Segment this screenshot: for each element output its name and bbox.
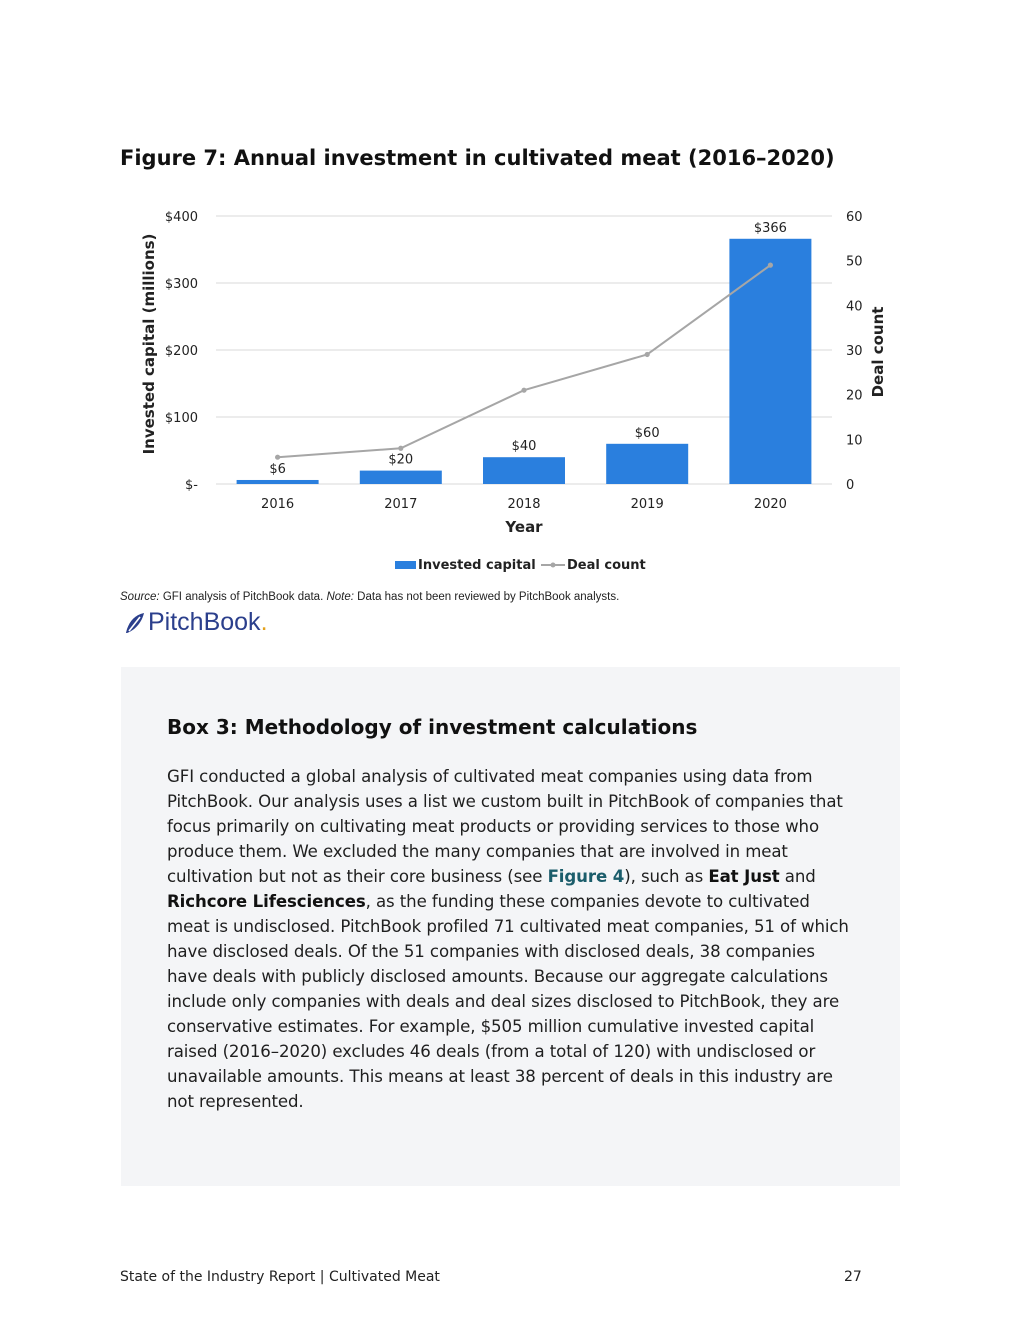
- box-body: [167, 764, 857, 1114]
- figure-title: Figure 7: Annual investment in cultivated meat (2016–2020): [120, 146, 835, 170]
- deal-point-2018: [521, 388, 526, 393]
- x-tick-label: 2016: [261, 497, 295, 512]
- deal-point-2017: [398, 446, 403, 451]
- y2-tick-label: 20: [846, 388, 863, 404]
- chart-deal-line: [275, 263, 773, 460]
- bar-2018: [483, 457, 565, 484]
- bar-value-label: $20: [388, 452, 414, 468]
- y2-tick-label: 40: [846, 299, 863, 315]
- legend-swatch-invested: [395, 561, 416, 569]
- bar-2016: [237, 480, 319, 484]
- y2-tick-label: 0: [846, 478, 855, 493]
- y2-axis-title: Deal count: [869, 306, 887, 398]
- x-tick-label: 2017: [384, 497, 418, 512]
- deal-count-line: [278, 265, 771, 457]
- note-text: Data has not been reviewed by PitchBook analysts.: [353, 591, 620, 603]
- x-tick-label: 2018: [507, 497, 541, 512]
- x-tick-label: 2020: [753, 497, 787, 512]
- y-tick-label: $100: [164, 411, 198, 426]
- chart-data-labels: [269, 221, 787, 477]
- pitchbook-leaf-icon: [124, 611, 146, 635]
- box-title: Box 3: Methodology of investment calculations: [167, 715, 698, 739]
- source-text: GFI analysis of PitchBook data.: [159, 591, 327, 603]
- bar-value-label: $40: [511, 439, 537, 455]
- bar-2017: [360, 471, 442, 484]
- bar-value-label: $6: [269, 461, 286, 477]
- bar-value-label: $60: [634, 425, 660, 441]
- pitchbook-logo: [124, 608, 268, 637]
- y-tick-label: $400: [164, 210, 198, 225]
- y-tick-label: $-: [185, 478, 198, 493]
- x-tick-label: 2019: [630, 497, 664, 512]
- source-note: [120, 591, 619, 603]
- y-tick-label: $300: [164, 277, 198, 292]
- chart-y2-ticks: [846, 210, 863, 493]
- investment-chart: [120, 196, 900, 586]
- deal-point-2020: [768, 263, 773, 268]
- footer-report-title: State of the Industry Report | Cultivated Meat: [120, 1269, 440, 1285]
- page-number: 27: [844, 1269, 862, 1285]
- y2-tick-label: 50: [846, 254, 863, 270]
- y2-tick-label: 10: [846, 433, 863, 449]
- source-label: Source:: [120, 591, 160, 603]
- y-tick-label: $200: [164, 344, 198, 359]
- chart-y-ticks: [165, 210, 198, 493]
- bar-2020: [729, 239, 811, 484]
- box-text-4: , as the funding these companies devote to cultivated meat is undisclosed. PitchBook profiled 71 cultivated meat companies, 51 of which have disclosed deals. Of the 51 companies with disclosed deals, 38 companies have deals with publicly disclosed amounts. Because our aggregate calculations include only companies with deals and deal sizes disclosed to PitchBook, they are conservative estimates. For example, $505 million cumulative invested capital raised (2016–2020) excludes 46 deals (from a total of 120) with undisclosed or unavailable amounts. This means at least 38 percent of deals in this industry are not represented.: [167, 892, 849, 1111]
- x-axis-title: Year: [505, 518, 543, 536]
- deal-point-2019: [645, 352, 650, 357]
- bar-2019: [606, 444, 688, 484]
- legend-marker-deals: [551, 563, 556, 568]
- logo-dot: .: [260, 608, 268, 636]
- box-text-1: GFI conducted a global analysis of cultivated meat companies using data from PitchBook. Our analysis uses a list we custom built in PitchBook of companies that focus primarily on cultivating meat products or providing services to those who produce them. We excluded the many companies that are involved in meat cultivation but not as their core business (see: [167, 767, 843, 886]
- box-text-2: ), such as: [624, 867, 709, 886]
- legend-label-deals: Deal count: [567, 558, 646, 573]
- legend-label-invested: Invested capital: [418, 558, 536, 573]
- company-eat-just: Eat Just: [708, 867, 780, 886]
- box-text-3: and: [779, 867, 816, 886]
- figure-4-link[interactable]: Figure 4: [547, 867, 625, 886]
- y2-tick-label: 30: [846, 344, 863, 359]
- bar-value-label: $366: [753, 220, 787, 236]
- y2-tick-label: 60: [846, 210, 863, 225]
- deal-point-2016: [275, 455, 280, 460]
- company-richcore: Richcore Lifesciences: [167, 892, 366, 911]
- chart-x-ticks: [261, 497, 787, 512]
- chart-legend: [395, 558, 646, 573]
- note-label: Note:: [326, 591, 354, 603]
- methodology-box: [121, 667, 900, 1186]
- logo-text: PitchBook: [148, 608, 261, 636]
- y-axis-title: Invested capital (millions): [140, 233, 158, 455]
